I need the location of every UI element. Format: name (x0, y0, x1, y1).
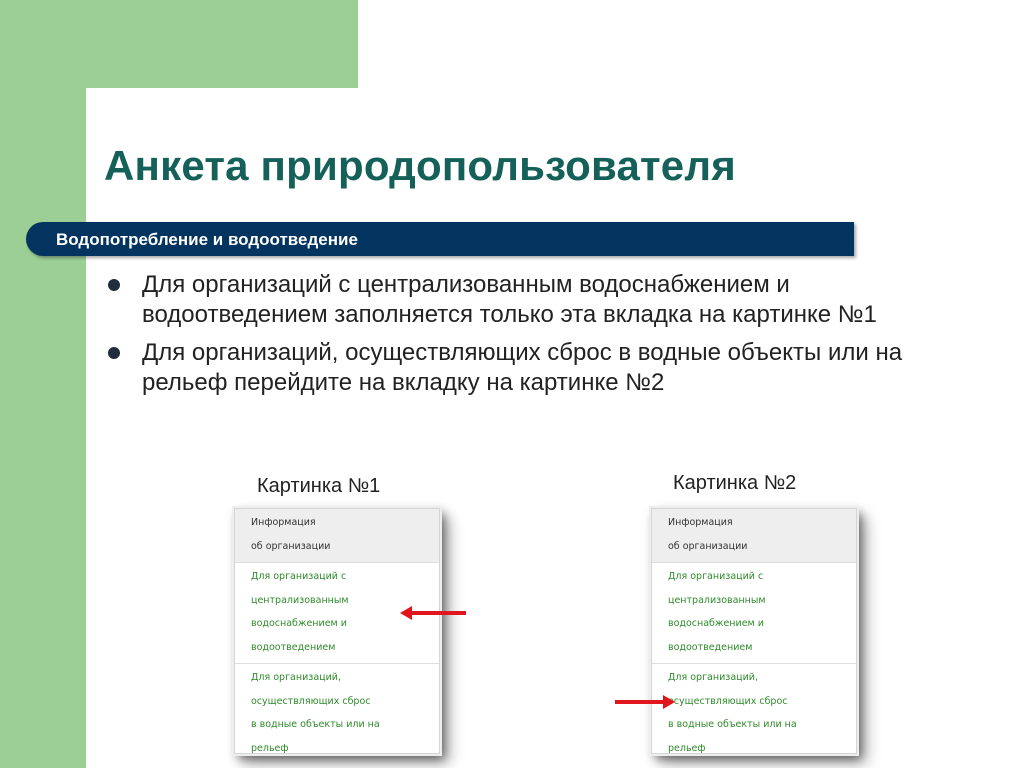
menu-item-text: рельеф (251, 742, 289, 754)
bullet-dot-icon (108, 347, 120, 359)
menu-item-text: Для организаций с (668, 571, 764, 582)
menu-item-text: осуществляющих сброс (668, 695, 788, 707)
menu-item-text: в водные объекты или на (668, 719, 797, 730)
decorative-green-sidebar (0, 0, 86, 768)
bullet-text: Для организаций с централизованным водоснабжением и водоотведением заполняется только эта вкладка на картинке №1 (142, 271, 877, 328)
menu-item-text: об организации (668, 540, 748, 552)
menu-item-centralized-water[interactable] (652, 563, 856, 664)
menu-item-text: Для организаций с (251, 571, 347, 582)
screenshot-panel-2 (651, 508, 857, 754)
menu-item-text: об организации (251, 540, 331, 552)
bullet-text: Для организаций, осуществляющих сброс в водные объекты или на рельеф перейдите на вкладку на картинке №2 (142, 339, 903, 396)
picture-caption-1: Картинка №1 (257, 475, 381, 497)
menu-item-discharge[interactable] (652, 664, 856, 754)
menu-item-text: водоотведением (251, 641, 336, 653)
section-bar-label: Водопотребление и водоотведение (56, 230, 358, 249)
bullet-dot-icon (108, 279, 120, 291)
menu-item-text: Для организаций, (251, 672, 341, 683)
screenshot-panel-1 (234, 508, 440, 754)
red-arrow-left-icon (410, 611, 466, 615)
menu-item-text: водоснабжением и (668, 618, 764, 629)
menu-item-text: водоотведением (668, 641, 753, 653)
menu-item-text: централизованным (668, 594, 766, 606)
decorative-rounded-corner (86, 88, 146, 148)
section-bar (26, 222, 854, 256)
menu-item-organization-info[interactable] (235, 509, 439, 563)
menu-item-discharge[interactable] (235, 664, 439, 754)
slide-title: Анкета природопользователя (104, 142, 736, 189)
bullet-item (104, 338, 944, 398)
decorative-green-top-band (0, 0, 358, 88)
menu-item-text: осуществляющих сброс (251, 695, 371, 707)
menu-item-text: Для организаций, (668, 672, 758, 683)
menu-item-text: централизованным (251, 594, 349, 606)
bullet-item (104, 270, 944, 330)
picture-caption-2: Картинка №2 (673, 472, 797, 494)
menu-item-text: Информация (251, 517, 316, 528)
red-arrow-right-icon (615, 700, 665, 704)
menu-item-text: в водные объекты или на (251, 719, 380, 730)
menu-item-text: водоснабжением и (251, 618, 347, 629)
bullet-list (104, 270, 944, 406)
menu-item-text: Информация (668, 517, 733, 528)
menu-item-text: рельеф (668, 742, 706, 754)
menu-item-organization-info[interactable] (652, 509, 856, 563)
